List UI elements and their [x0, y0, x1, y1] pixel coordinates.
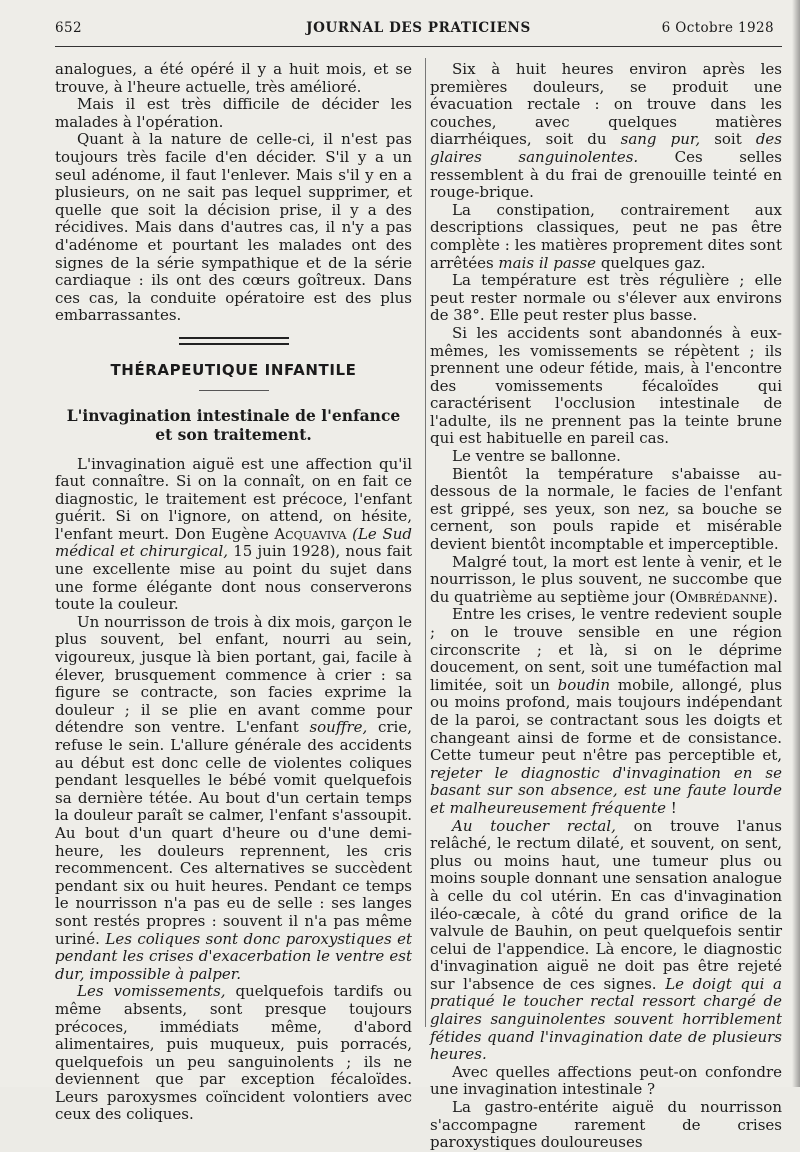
- paragraph: Malgré tout, la mort est lente à venir, et le nourrisson, le plus souvent, ne succombe que du quatrième au septième jour (Ombrédanne).: [430, 552, 782, 606]
- page-header: [55, 20, 782, 42]
- header-rule: [55, 46, 782, 47]
- paragraph: La constipation, contrairement aux descriptions classiques, peut ne pas être complète : les matières proprement dites sont arrêtées mais il passe quelques gaz.: [430, 200, 782, 272]
- paragraph: analogues, a été opéré il y a huit mois, et se trouve, à l'heure actuelle, très amélioré.: [55, 60, 412, 96]
- paragraph: Mais il est très difficile de décider les malades à l'opération.: [55, 95, 412, 131]
- issue-date: 6 Octobre 1928: [661, 20, 774, 36]
- article-title: [55, 406, 412, 444]
- page-edge-shadow: [792, 0, 800, 1087]
- short-rule: [199, 390, 269, 391]
- paragraph: Au toucher rectal, on trouve l'anus relâché, le rectum dilaté, et souvent, on sent, plus ou moins haut, une tumeur plus ou moins souple donnant une sensation analogue à celle du col utérin. En cas d'invagination iléo-cæcale, à côté du grand orifice de la valvule de Bauhin, on peut quelquefois sentir celui de l'appendice. Là encore, le diagnostic d'invagination aiguë ne doit pas être rejeté sur l'absence de ces signes. Le doigt qui a pratiqué le toucher rectal ressort chargé de glaires sanguinolentes souvent horriblement fétides quand l'invagination date de plusieurs heures.: [430, 816, 782, 1064]
- paragraph: La gastro-entérite aiguë du nourrisson s'accompagne rarement de crises paroxystiques douloureuses: [430, 1098, 782, 1152]
- paragraph: Le ventre se ballonne.: [452, 447, 621, 466]
- paragraph: Bientôt la température s'abaisse au-dessous de la normale, le facies de l'enfant est grippé, ses yeux, son nez, sa bouche se cernent, son pouls rapide et misérable devient bientôt incomptable et imperceptible.: [430, 464, 782, 554]
- paragraph: Un nourrisson de trois à dix mois, garçon le plus souvent, bel enfant, nourri au sein, vigoureux, jusque là bien portant, gai, facile à élever, brusquement commence à crier : sa figure se contracte, son facies exprime la douleur ; il se plie en avant comme pour détendre son ventre. L'enfant souffre, crie, refuse le sein. L'allure générale des accidents au début est donc celle de violentes coliques pendant lesquelles le bébé vomit quelquefois sa dernière tétée. Au bout d'un certain temps la douleur paraît se calmer, l'enfant s'assoupit. Au bout d'un quart d'heure ou d'une demi-heure, les douleurs reprennent, les cris recommencent. Ces alternatives se succèdent pendant six ou huit heures. Pendant ce temps le nourrisson n'a pas eu de selle : ses langes sont restés propres : souvent il n'a pas même uriné. Les coliques sont donc paroxystiques et pendant les crises d'exacerbation le ventre est dur, impossible à palper.: [55, 612, 413, 983]
- paragraph: Six à huit heures environ après les premières douleurs, se produit une évacuation rectale : on trouve dans les couches, avec quelques matières diarrhéiques, soit du sang pur, soit des glaires sanguinolentes. Ces selles ressemblent à du frai de grenouille teinté en rouge-brique.: [430, 60, 782, 202]
- left-column: [55, 61, 412, 1124]
- paragraph: Les vomissements, quelquefois tardifs ou même absents, sont presque toujours précoces, immédiats même, d'abord alimentaires, puis muqueux, puis porracés, quelquefois un peu sanguinolents ; ils ne deviennent que par exception fécaloïdes. Leurs paroxysmes coïncident volontiers avec ceux des coliques.: [55, 982, 412, 1124]
- double-rule-separator: [179, 337, 289, 345]
- paragraph: Quant à la nature de celle-ci, il n'est pas toujours très facile d'en décider. S'il y a un seul adénome, il faut l'enlever. Mais s'il y en a plusieurs, on ne sait pas lequel supprimer, et quelle que soit la décision prise, il y a des récidives. Mais dans d'autres cas, il n'y a pas d'adénome et pourtant les malades ont des signes de la série sympathique et de la série cardiaque : ils ont des cœurs goîtreux. Dans ces cas, la conduite opératoire est des plus embarrassantes.: [55, 130, 412, 325]
- paragraph: Avec quelles affections peut-on confondre une invagination intestinale ?: [430, 1062, 782, 1099]
- paragraph: Entre les crises, le ventre redevient souple ; on le trouve sensible en une région circonscrite ; et là, si on le déprime doucement, on sent, soit une tuméfaction mal limitée, soit un boudin mobile, allongé, plus ou moins profond, mais toujours indépendant de la paroi, se contractant sous les doigts et changeant ainsi de forme et de consistance. Cette tumeur peut n'être pas perceptible et, rejeter le diagnostic d'invagination en se basant sur son absence, est une faute lourde et malheureusement fréquente !: [430, 605, 782, 817]
- article-title-line: et son traitement.: [155, 424, 312, 444]
- paragraph: L'invagination aiguë est une affection qu'il faut connaître. Si on la connaît, on en fait ce diagnostic, le traitement est précoce, l'enfant guérit. Si on l'ignore, on attend, on hésite, l'enfant meurt. Don Eugène Acquaviva (Le Sud médical et chirurgical, 15 juin 1928), nous fait une excellente mise au point du sujet dans une forme élégante dont nous conserverons toute la couleur.: [55, 454, 412, 614]
- journal-title: JOURNAL DES PRATICIENS: [306, 20, 531, 36]
- column-divider: [425, 58, 426, 1027]
- section-title: THÉRAPEUTIQUE INFANTILE: [110, 360, 357, 379]
- paragraph: La température est très régulière ; elle peut rester normale ou s'élever aux environs de 38°. Elle peut rester plus basse.: [430, 271, 782, 325]
- article-title-line: L'invagination intestinale de l'enfance: [66, 405, 401, 425]
- author-name: Ombrédanne: [675, 587, 768, 606]
- journal-reference: (Le Sud médical et chirurgical,: [55, 524, 412, 561]
- page-number: 652: [55, 20, 82, 36]
- paragraph: Si les accidents sont abandonnés à eux-mêmes, les vomissements se répètent ; ils prennent une odeur fétide, mais, à l'encontre des vomissements fécaloïdes qui caractérisent l'occlusion intestinale de l'adulte, ils ne prennent pas la teinte brune qui est habituelle en pareil cas.: [430, 323, 782, 448]
- author-name: Acquaviva: [274, 524, 347, 543]
- right-column: [430, 61, 782, 1152]
